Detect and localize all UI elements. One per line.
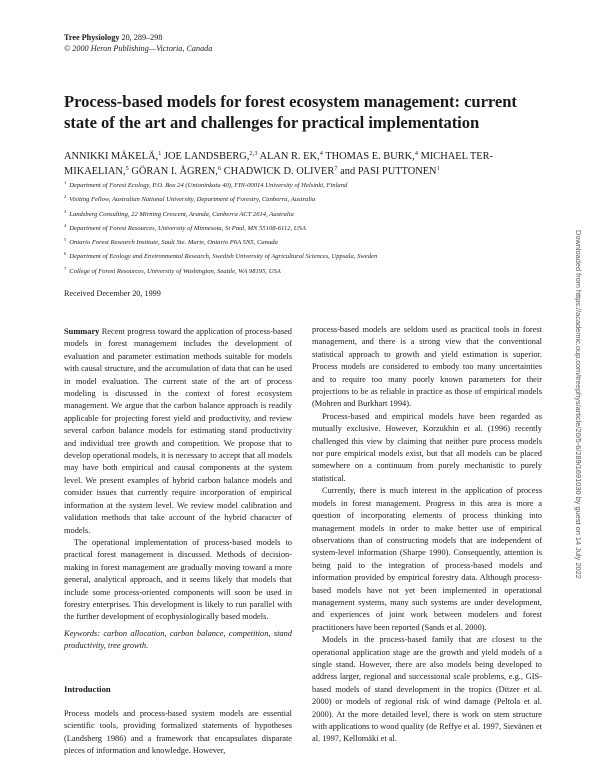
introduction-heading: Introduction (64, 683, 111, 694)
download-note: Downloaded from https://academic.oup.com/treephys/article/20/5-6/289/1691030 by guest on 14 July 2022 (574, 230, 583, 579)
summary-paragraph: The operational implementation of process-based models to practical forest management is discussed. Methods of decision-making in forest management are gradually moving toward a more general, analytical approach, and it seems likely that models that include some process-oriented components will soon be used in forestry enterprises. This development is likely to run parallel with the further development of ecophysiologically based models. (64, 537, 292, 622)
body-paragraph: Process-based and empirical models have been regarded as mutually exclusive. However, Korzukhin et al. (1996) recently challenged this view by claiming that neither pure process models nor pure empirical models exist, but that all models can be placed somewhere on a continuum from purely mechanistic to purely statistical. (312, 411, 542, 483)
journal-volume-pages: 20, 289–298 (119, 33, 163, 42)
summary-label: Summary (64, 327, 100, 336)
body-paragraph: Currently, there is much interest in the application of process models in forest management. Progress in this area is more a question of incorporating elements of process thinking into management models in order to make better use of empirical observations than of constructing models that are independent of system-level information (Sharpe 1990). Consequently, attention is being paid to the integration of process-based models and information provided by empirical forestry data. Although process-based models have not yet been implemented in operational management systems, many such systems are under development, and experiences of joint work between modelers and forest practitioners have been reported (Sands et al. 2000). (312, 486, 542, 632)
affiliation: $^1$ Department of Forest Ecology, P.O. Box 24 (Unioninkatu 40), FIN-00014 University of Helsinki, Finland (64, 180, 348, 189)
keywords-label: Keywords: (64, 628, 100, 638)
affiliation: $^4$ Department of Forest Resources, University of Minnesota, St Paul, MN 55108-6112, USA (64, 222, 306, 232)
author: CHADWICK D. OLIVER$^7$ (221, 165, 338, 177)
affiliation: $^2$ Visiting Fellow, Australian National University, Department of Forestry, Canberra, Australia (64, 194, 316, 204)
author: and PASI PUTTONEN$^1$ (337, 165, 440, 177)
keywords (64, 628, 292, 653)
affiliation: $^6$ Department of Ecology and Environmental Research, Swedish University of Agricultural Sciences, Uppsala, Sweden (64, 251, 378, 261)
affiliation: $^3$ Landsberg Consulting, 22 Mirning Crescent, Aranda, Canberra ACT 2614, Australia (64, 208, 294, 218)
article-title: Process-based models for forest ecosystem management: current state of the art and challenges for practical implementation (64, 92, 517, 132)
body-paragraph: process-based models are seldom used as practical tools in forest management, and there is a strong view that the conventional statistical approach to growth and yield estimation is superior. Process models are considered to embody too many uncertainties and to require too many poorly known parameters for their projections to be as reliable in practice as those of empirical models (Mohren and Burkhart 1994). (312, 325, 542, 409)
received-date: Received December 20, 1999 (64, 289, 161, 298)
author: GÖRAN I. ÅGREN,$^6$ (128, 165, 222, 177)
journal-citation (64, 33, 212, 44)
keywords-text: carbon allocation, carbon balance, competition, stand productivity, tree growth. (64, 628, 292, 651)
author: ALAN R. EK,$^4$ (257, 150, 323, 162)
introduction-paragraph: Process models and process-based system models are essential scientific tools, providing formalized statements of hypotheses (Landsberg 1986) and a framework that encapsulates disparate pieces of information and knowledge. However, (64, 708, 292, 756)
right-column (312, 324, 542, 746)
author-list (64, 149, 542, 179)
body-paragraph: Models in the process-based family that are closest to the operational application stage are the growth and yield models of a single stand. However, there are also models being developed to address larger, regional and successional scale problems, e.g., GIS-based models of stand development in the tropics (Ditzer et al. 2000) or models of regional risk of wind damage (Peltola et al. 2000). At the more detailed level, there is work on stem structure with applications to wood quality (de Reffye et al. 1997, Sievänen et al. 1997, Kellomäki et al. (312, 635, 542, 744)
journal-name: Tree Physiology (64, 33, 120, 42)
journal-header (64, 33, 212, 54)
author: ANNIKKI MÄKELÄ,$^1$ (64, 150, 162, 162)
author: THOMAS E. BURK,$^4$ (322, 150, 418, 162)
author: MICHAEL TER-MIKAELIAN,$^5$ (64, 151, 494, 177)
author: JOE LANDSBERG,$^{2,3}$ (161, 150, 258, 162)
left-column (64, 326, 292, 758)
affiliation-list (64, 182, 542, 282)
affiliation: $^7$ College of Forest Resources, University of Washington, Seattle, WA 98195, USA (64, 265, 281, 275)
affiliation: $^5$ Ontario Forest Research Institute, Sault Ste. Marie, Ontario P6A 5N5, Canada (64, 237, 278, 247)
copyright-line: © 2000 Heron Publishing—Victoria, Canada (64, 43, 213, 53)
download-watermark (574, 230, 590, 579)
summary-paragraph: Summary Recent progress toward the application of process-based models in forest management includes the development of evaluation and parameter estimation methods suitable for models with causal structure, and the accumulation of data that can be used in model evaluation. The current state of the art of process modeling is discussed in the context of forest ecosystem management. We argue that the carbon balance approach is readily applicable for projecting forest yield and productivity, and review several carbon balance models for estimating stand productivity and individual tree growth and competition. We propose that to develop operational models, it is necessary to accept that all models may have both empirical and causal components at the system level. We present examples of hybrid carbon balance models and consider issues that currently require incorporation of empirical information at the system level. We review model calibration and validation methods that take account of the hybrid character of models. (64, 327, 292, 535)
